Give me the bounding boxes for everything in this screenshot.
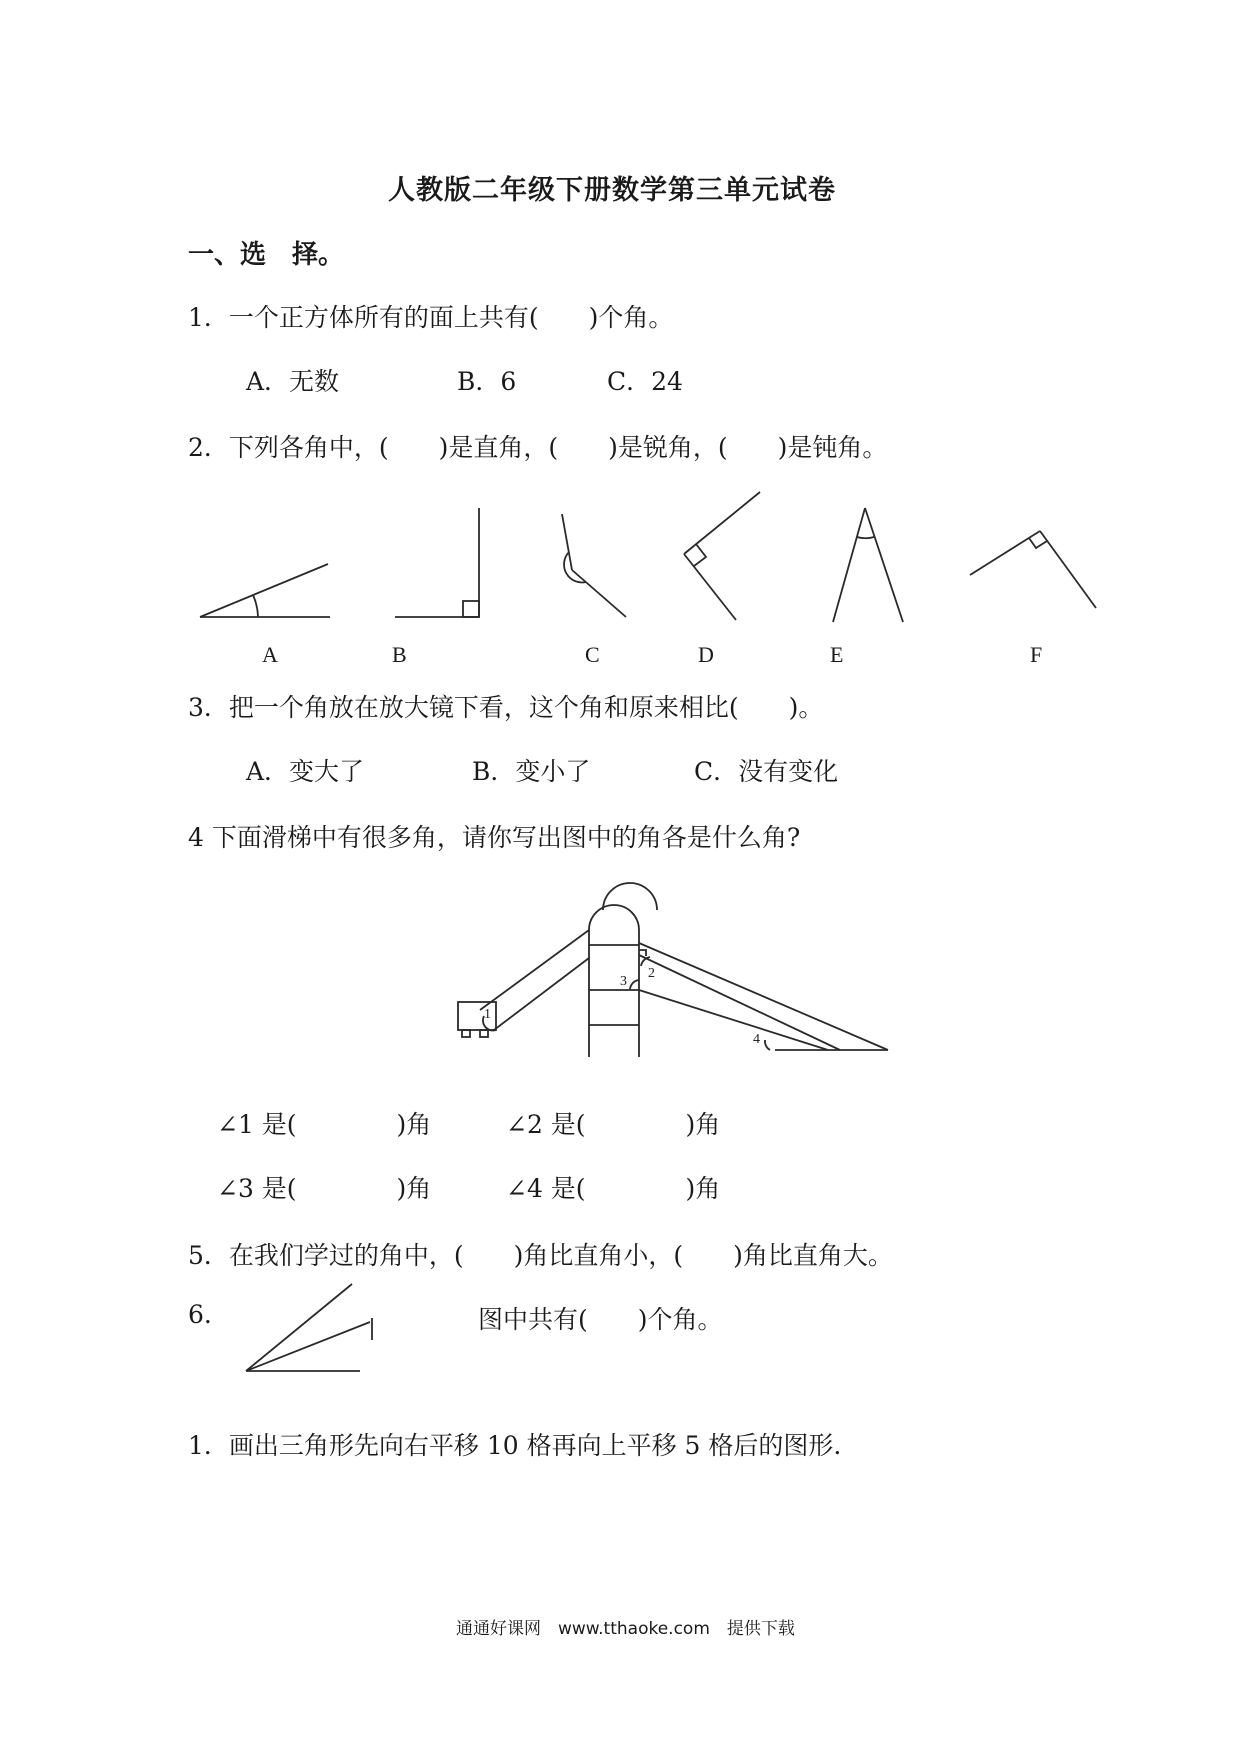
- angle-a-figure: [200, 564, 330, 617]
- angle-label-e: E: [830, 642, 844, 667]
- angles-figure: [0, 480, 1240, 680]
- section-heading-choice: 一、选 择。: [188, 240, 345, 270]
- slide-figure: [0, 875, 1240, 1055]
- question-3: 3．把一个角放在放大镜下看，这个角和原来相比( )。: [188, 693, 824, 722]
- angle-label-b: B: [392, 642, 407, 667]
- drawing-question-1: 1．画出三角形先向右平移 10 格再向上平移 5 格后的图形.: [188, 1431, 842, 1460]
- question-2: 2．下列各角中，( )是直角，( )是锐角，( )是钝角。: [188, 433, 888, 462]
- slide-angle-3-number: 3: [620, 974, 627, 989]
- angle-e-figure: [833, 508, 903, 622]
- angle-label-f: F: [1030, 642, 1043, 667]
- q1-option-c: C．24: [607, 367, 683, 396]
- angle-2-blank: ∠2 是( )角: [506, 1110, 721, 1139]
- question-6: 图中共有( )个角。: [478, 1305, 723, 1334]
- angle-f-figure: [970, 531, 1096, 608]
- slide-angle-2-number: 2: [648, 966, 655, 981]
- angle-d-figure: [684, 492, 760, 620]
- angle-3-blank: ∠3 是( )角: [217, 1174, 432, 1203]
- q1-option-a: A．无数: [246, 367, 340, 396]
- q3-option-a: A．变大了: [246, 757, 365, 786]
- question-4: 4 下面滑梯中有很多角，请你写出图中的角各是什么角?: [188, 823, 801, 852]
- angle-1-blank: ∠1 是( )角: [217, 1110, 432, 1139]
- question-5: 5．在我们学过的角中，( )角比直角小，( )角比直角大。: [188, 1241, 893, 1270]
- angle-label-c: C: [585, 642, 600, 667]
- angle-c-figure: [562, 514, 626, 617]
- q1-option-b: B．6: [457, 367, 517, 396]
- page-title: 人教版二年级下册数学第三单元试卷: [388, 175, 836, 206]
- angle-label-d: D: [698, 642, 714, 667]
- angle-label-a: A: [262, 642, 278, 667]
- slide-angle-1-number: 1: [484, 1007, 491, 1022]
- angle-b-figure: [395, 508, 479, 617]
- footer-credit: 通通好课网 www.tthaoke.com 提供下载: [456, 1619, 795, 1639]
- angle-4-blank: ∠4 是( )角: [506, 1174, 721, 1203]
- q3-option-c: C．没有变化: [694, 757, 839, 786]
- question-6-number: 6.: [188, 1300, 212, 1329]
- slide-angle-4-number: 4: [753, 1032, 760, 1047]
- q3-option-b: B．变小了: [472, 757, 591, 786]
- question-1: 1．一个正方体所有的面上共有( )个角。: [188, 303, 674, 332]
